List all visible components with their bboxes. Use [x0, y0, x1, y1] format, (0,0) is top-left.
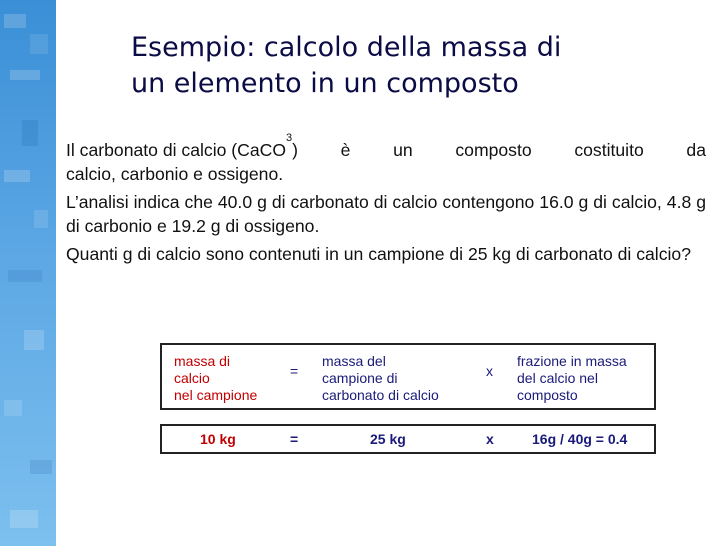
formula-box — [160, 343, 656, 410]
slide-title — [131, 30, 691, 102]
paragraph-1 — [66, 132, 706, 186]
formula-term-mass-calcium — [174, 353, 257, 404]
result-times: x — [486, 431, 494, 447]
formula-term-sample-mass — [322, 353, 439, 404]
paragraph-1-line-1 — [66, 132, 706, 162]
slide-body — [66, 132, 706, 270]
result-value-fraction: 16g / 40g = 0.4 — [532, 431, 628, 447]
term3-line-1: frazione in massa — [517, 353, 627, 369]
paragraph-2: L’analisi indica che 40.0 g di carbonato di calcio contengono 16.0 g di calcio, 4.8 g di carbonio e 19.2 g di ossigeno. — [66, 192, 706, 236]
term3-line-2: del calcio nel — [517, 370, 598, 386]
result-equals: = — [290, 431, 299, 447]
formula-term-mass-fraction — [517, 353, 627, 404]
term1-line-1: massa di — [174, 353, 231, 369]
term1-line-2: calcio — [174, 370, 210, 386]
formula-times: x — [486, 363, 493, 379]
term1-line-3: nel campione — [174, 387, 258, 403]
formula-equals: = — [290, 363, 299, 379]
result-value-sample: 25 kg — [370, 431, 406, 447]
term3-line-3: composto — [517, 387, 578, 403]
decorative-sidebar — [0, 0, 56, 546]
result-value-calcium: 10 kg — [200, 431, 236, 447]
title-line-1: Esempio: calcolo della massa di — [131, 32, 562, 63]
p1-subscript: 3 — [286, 132, 293, 144]
term2-line-1: massa del — [322, 353, 386, 369]
term2-line-2: campione di — [322, 370, 398, 386]
paragraph-3: Quanti g di calcio sono contenuti in un campione di 25 kg di carbonato di calcio? — [66, 244, 691, 264]
term2-line-3: carbonato di calcio — [322, 387, 439, 403]
title-line-2: un elemento in un composto — [131, 68, 519, 99]
p1-text-b: ) è un composto costituito da — [292, 140, 706, 160]
result-box — [160, 424, 656, 454]
paragraph-1-line-2: calcio, carbonio e ossigeno. — [66, 164, 284, 184]
p1-text-a: Il carbonato di calcio (CaCO — [66, 140, 287, 160]
